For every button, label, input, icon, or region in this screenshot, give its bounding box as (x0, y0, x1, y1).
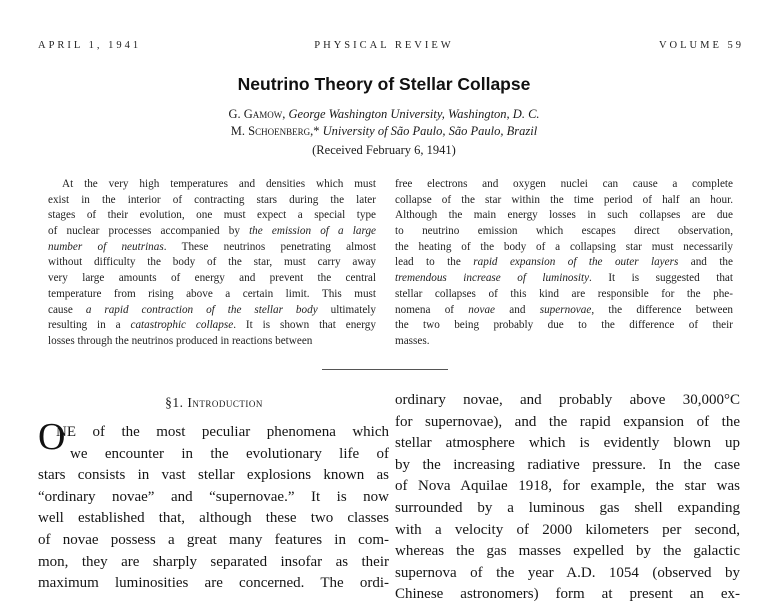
body-line: with a velocity of 2000 kilometers per second, (395, 521, 740, 538)
abstract-line (48, 240, 376, 256)
body-line: “ordinary novae” and “supernovae.” It is now (38, 488, 389, 505)
running-head-journal: PHYSICAL REVIEW (314, 40, 454, 51)
author-name: M. Schoenberg,* (230, 124, 320, 138)
abstract-text: catastrophic collapse (130, 319, 234, 332)
abstract-text: resulting in a (48, 319, 131, 332)
abstract-text: stages of their evolution, one must expect a special type (48, 209, 376, 222)
abstract-line (395, 287, 733, 303)
author-affiliation: George Washington University, Washington, D. C. (288, 107, 540, 121)
abstract-text: cause (48, 303, 86, 316)
abstract-text: and the (678, 256, 733, 269)
body-line: maximum luminosities are concerned. The ordi- (38, 575, 389, 592)
received-date: (Received February 6, 1941) (312, 143, 456, 157)
abstract-text: number of neutrinas (48, 240, 164, 253)
abstract-text: free electrons and oxygen nuclei can cause a complete (395, 178, 733, 190)
abstract-text: temperature from rising above a certain limit. This must (48, 287, 376, 300)
section-heading (40, 395, 388, 411)
abstract-line (48, 303, 376, 319)
abstract-text: and (495, 303, 540, 316)
author-affiliation: University of São Paulo, São Paulo, Brazil (322, 124, 538, 138)
abstract-left-column (48, 177, 376, 350)
abstract-text: the emission of a large (249, 225, 377, 238)
body-line: supernova of the year A.D. 1054 (observed by (395, 564, 740, 581)
abstract-text: . These neutrinos penetrating almost (163, 240, 376, 253)
abstract-text: masses. (395, 334, 430, 347)
section-title: Introduction (187, 395, 263, 410)
body-right-column (395, 390, 740, 606)
body-left-column (38, 422, 389, 595)
abstract-text: supernovae (539, 303, 592, 316)
body-line: of novae possess a great many features in com- (38, 531, 389, 548)
body-line: whereas the gas masses expelled by the galactic (395, 543, 740, 560)
abstract-right-column (395, 177, 733, 350)
abstract-text: , the difference between (591, 303, 734, 316)
abstract-line (395, 271, 733, 287)
abstract-text: . It is shown that energy (233, 319, 376, 332)
abstract-text: Although the main energy losses in such collapses are due (395, 209, 733, 222)
abstract-text: losses through the neutrinos produced in reactions between (48, 334, 313, 347)
abstract-text: rapid expansion of the outer layers (473, 256, 679, 269)
author-line (0, 124, 768, 139)
abstract-text: collapse of the star within the time period of half an hour. (395, 193, 733, 206)
drop-cap: O (38, 416, 66, 458)
body-line: surrounded by a luminous gas shell expanding (395, 499, 740, 516)
abstract-line (48, 193, 376, 209)
running-head-volume: VOLUME 59 (658, 40, 744, 51)
abstract-text: novae (468, 303, 496, 316)
abstract-text: ultimately (317, 303, 376, 316)
abstract-line (48, 271, 376, 287)
abstract-line (395, 224, 733, 240)
abstract-line (395, 177, 733, 193)
abstract-text: exist in the interior of contracting stars during the later (48, 193, 376, 206)
body-line: Chinese astronomers) form at present an ex- (395, 586, 740, 603)
body-line: ordinary novae, and probably above 30,000°C (395, 392, 740, 408)
abstract-line (395, 240, 733, 256)
paper-title: Neutrino Theory of Stellar Collapse (237, 74, 531, 94)
abstract-text: of nuclear processes accompanied by (48, 225, 250, 238)
body-line: stellar atmosphere which is evidently blown up (395, 435, 740, 452)
abstract-line (48, 208, 376, 224)
abstract-line (395, 193, 733, 209)
abstract-line (395, 334, 733, 350)
abstract-line (48, 287, 376, 303)
running-head-date: APRIL 1, 1941 (38, 40, 142, 51)
section-divider-rule (322, 369, 448, 370)
abstract-line (48, 334, 376, 350)
author-name: G. Gamow (228, 107, 283, 121)
author-line: G. Gamow, George Washington University, Washington, D. C. (228, 107, 540, 121)
abstract-line (48, 224, 376, 240)
abstract-text: At the very high temperatures and densities which must (62, 178, 376, 190)
body-line: by the increasing radiative pressure. In the case (395, 456, 740, 473)
abstract-text: tremendous increase of luminosity (395, 272, 590, 285)
abstract-text: lead to the (395, 256, 474, 269)
abstract-line (48, 255, 376, 271)
abstract-text: a rapid contraction of the stellar body (85, 303, 318, 316)
abstract-line (395, 303, 733, 319)
abstract-text: . It is suggested that (589, 272, 733, 285)
body-line: stars consists in vast stellar explosions known as (38, 467, 389, 484)
body-line: for supernovae), and the rapid expansion of the (395, 413, 740, 430)
abstract-line (395, 255, 733, 271)
section-number: §1. (165, 395, 184, 410)
abstract-line (395, 208, 733, 224)
body-line: mon, they are sharply separated insofar as their (38, 553, 389, 570)
abstract-text: to neutrino emission which escapes direct observation, (395, 225, 733, 238)
abstract-text: without difficulty the body of the star, must carry away (48, 256, 376, 269)
body-line: we encounter in the evolutionary life of (70, 445, 389, 462)
abstract-line (48, 318, 376, 334)
abstract-line (48, 177, 376, 193)
body-line: NE of the most peculiar phenomena which (56, 424, 389, 440)
body-line: well established that, although these two classes (38, 510, 389, 527)
abstract-text: the two being probably due to the difference of their (395, 319, 733, 332)
body-line: of Nova Aquilae 1918, for example, the star was (395, 478, 740, 495)
abstract-text: stellar collapses of this kind are responsible for the phe- (395, 287, 733, 300)
abstract-line (395, 318, 733, 334)
abstract-text: the heating of the body of a collapsing star must necessarily (395, 240, 733, 253)
abstract-text: nomena of (395, 303, 469, 316)
abstract-text: very large amounts of energy and prevent the central (48, 272, 376, 285)
